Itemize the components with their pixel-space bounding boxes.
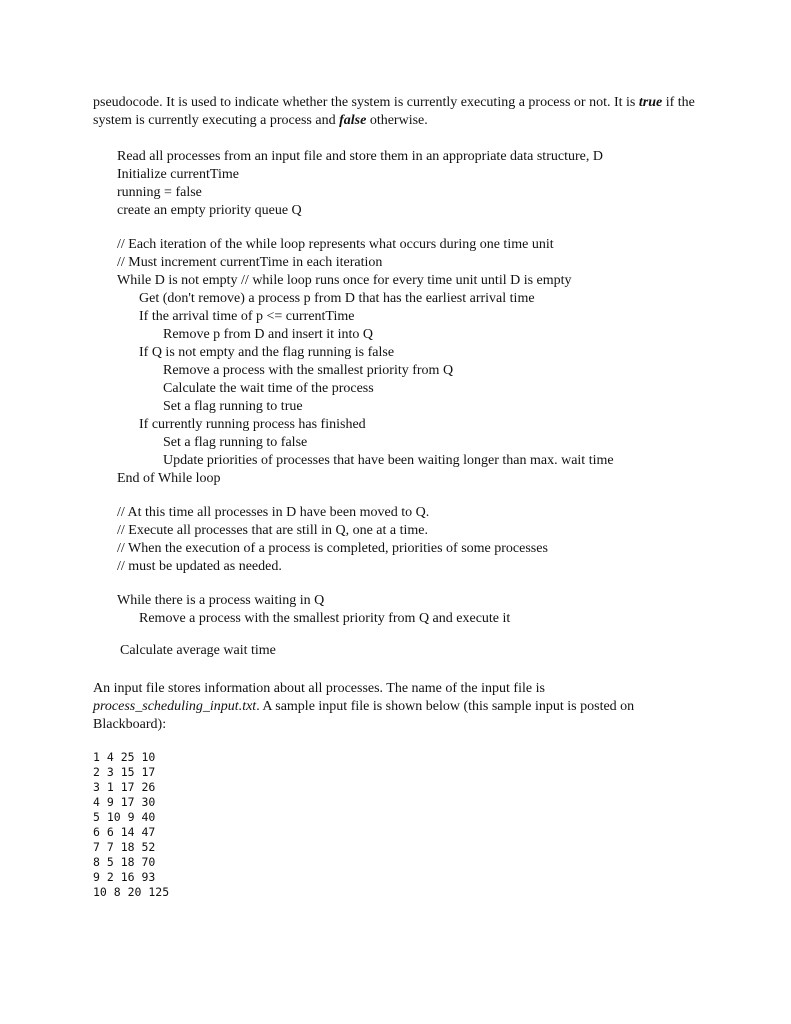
code-line-if-finished: If currently running process has finished <box>139 417 366 432</box>
sample-line: 9 2 16 93 <box>93 870 156 884</box>
sample-line: 6 6 14 47 <box>93 825 156 839</box>
input-file-paragraph <box>93 680 703 734</box>
code-line-calc-wait: Calculate the wait time of the process <box>163 381 374 396</box>
code-comment: // At this time all processes in D have been moved to Q. <box>117 505 430 520</box>
sample-line: 3 1 17 26 <box>93 780 156 794</box>
true-keyword: true <box>638 95 663 110</box>
code-line-get: Get (don't remove) a process p from D that has the earliest arrival time <box>139 291 535 306</box>
code-comment: // Each iteration of the while loop represents what occurs during one time unit <box>117 237 554 252</box>
code-line-if-not-running: If Q is not empty and the flag running is false <box>139 345 395 360</box>
sample-line: 1 4 25 10 <box>93 750 156 764</box>
sample-line: 4 9 17 30 <box>93 795 156 809</box>
intro-text-1: pseudocode. It is used to indicate whether the system is currently executing a process or not. It is <box>93 95 636 110</box>
false-keyword: false <box>339 113 367 128</box>
code-line-initialize: Initialize currentTime <box>117 167 239 182</box>
intro-text-3: otherwise. <box>366 113 428 128</box>
sample-input <box>93 750 713 900</box>
code-comment: // must be updated as needed. <box>117 559 282 574</box>
input-file-text-2: . A sample input file is shown below (this sample input is posted on Blackboard): <box>93 699 635 732</box>
code-line-set-true: Set a flag running to true <box>163 399 303 414</box>
sample-line: 10 8 20 125 <box>93 885 170 899</box>
code-line-update-priorities: Update priorities of processes that have been waiting longer than max. wait time <box>163 453 614 468</box>
code-line-remove-insert: Remove p from D and insert it into Q <box>163 327 373 342</box>
pseudocode-block <box>117 148 713 660</box>
intro-text-2: if the system is currently executing a process and <box>93 95 695 128</box>
code-comment: // Must increment currentTime in each iteration <box>117 255 383 270</box>
code-line-average: Calculate average wait time <box>120 643 276 658</box>
code-line-while-q: While there is a process waiting in Q <box>117 593 325 608</box>
code-line-end-while: End of While loop <box>117 471 221 486</box>
sample-line: 2 3 15 17 <box>93 765 156 779</box>
code-line-remove-smallest: Remove a process with the smallest priority from Q <box>163 363 454 378</box>
code-line-if-arrival: If the arrival time of p <= currentTime <box>139 309 355 324</box>
code-line-set-false: Set a flag running to false <box>163 435 308 450</box>
sample-line: 7 7 18 52 <box>93 840 156 854</box>
input-file-text-1: An input file stores information about all processes. The name of the input file is <box>93 681 545 696</box>
intro-paragraph <box>93 94 703 130</box>
code-line-create-queue: create an empty priority queue Q <box>117 203 302 218</box>
sample-line: 5 10 9 40 <box>93 810 156 824</box>
code-line-running: running = false <box>117 185 202 200</box>
code-line-read: Read all processes from an input file and store them in an appropriate data structure, D <box>117 149 603 164</box>
code-comment: // When the execution of a process is completed, priorities of some processes <box>117 541 548 556</box>
code-comment: // Execute all processes that are still in Q, one at a time. <box>117 523 429 538</box>
input-file-name: process_scheduling_input.txt <box>93 699 257 714</box>
sample-line: 8 5 18 70 <box>93 855 156 869</box>
document-page <box>93 94 713 900</box>
code-line-while: While D is not empty // while loop runs once for every time unit until D is empty <box>117 273 572 288</box>
code-line-execute: Remove a process with the smallest priority from Q and execute it <box>139 611 511 626</box>
